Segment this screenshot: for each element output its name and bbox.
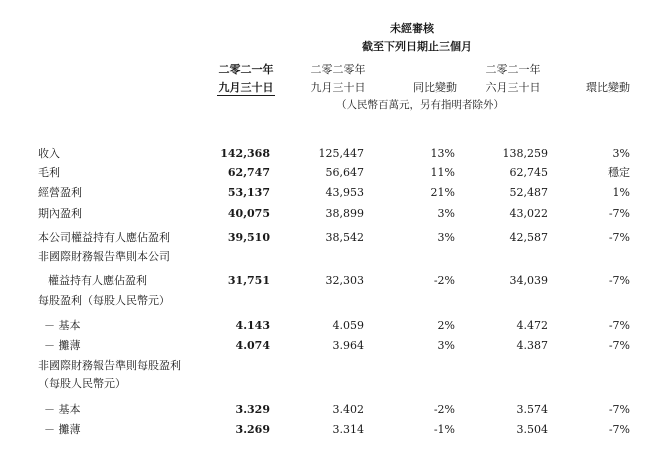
col1-underline [217, 95, 275, 96]
cell-qoq-change: 1% [612, 186, 630, 199]
row-label: （每股人民幣元） [38, 377, 126, 390]
cell-yoy-change: 21% [430, 186, 455, 199]
cell-prior-year-q: 32,303 [325, 274, 364, 287]
cell-current-q: 4.074 [235, 339, 270, 352]
cell-prior-year-q: 56,647 [325, 166, 364, 179]
col1-date: 九月三十日 [218, 81, 274, 94]
cell-yoy-change: 2% [437, 319, 455, 332]
table-row [0, 421, 660, 439]
row-label: － 基本 [44, 319, 81, 332]
cell-prior-year-q: 43,953 [325, 186, 364, 199]
table-row [0, 229, 660, 247]
table-row [0, 292, 660, 310]
cell-qoq-change: -7% [608, 423, 630, 436]
cell-prior-q: 138,259 [502, 147, 548, 160]
cell-yoy-change: 13% [430, 147, 455, 160]
cell-qoq-change: -7% [608, 339, 630, 352]
cell-qoq-change: -7% [608, 319, 630, 332]
cell-prior-q: 4.387 [516, 339, 548, 352]
table-row [0, 357, 660, 375]
cell-prior-q: 4.472 [516, 319, 548, 332]
table-row [0, 317, 660, 335]
table-row [0, 205, 660, 223]
cell-prior-year-q: 4.059 [332, 319, 364, 332]
cell-current-q: 31,751 [227, 274, 270, 287]
cell-prior-q: 52,487 [509, 186, 548, 199]
table-row [0, 401, 660, 419]
cell-current-q: 53,137 [227, 186, 270, 199]
table-row [0, 375, 660, 393]
row-label: 毛利 [38, 166, 60, 179]
cell-yoy-change: 3% [437, 339, 455, 352]
table-row [0, 164, 660, 182]
cell-current-q: 3.329 [235, 403, 270, 416]
table-row [0, 248, 660, 266]
cell-prior-q: 62,745 [509, 166, 548, 179]
cell-prior-q: 42,587 [509, 231, 548, 244]
cell-qoq-change: 穩定 [608, 166, 630, 179]
cell-yoy-change: 11% [430, 166, 455, 179]
row-label: 權益持有人應佔盈利 [48, 274, 147, 287]
cell-current-q: 3.269 [235, 423, 270, 436]
cell-qoq-change: -7% [608, 403, 630, 416]
cell-current-q: 40,075 [227, 207, 270, 220]
cell-prior-year-q: 3.402 [332, 403, 364, 416]
cell-qoq-change: 3% [612, 147, 630, 160]
cell-yoy-change: 3% [437, 207, 455, 220]
cell-current-q: 39,510 [227, 231, 270, 244]
col2-date: 九月三十日 [310, 81, 366, 94]
cell-current-q: 62,747 [227, 166, 270, 179]
cell-yoy-change: -1% [433, 423, 455, 436]
row-label: 非國際財務報告準則每股盈利 [38, 359, 181, 372]
cell-qoq-change: -7% [608, 274, 630, 287]
cell-current-q: 4.143 [235, 319, 270, 332]
col4-date: 六月三十日 [485, 81, 541, 94]
header-period: 截至下列日期止三個月 [362, 40, 472, 53]
cell-prior-year-q: 3.964 [332, 339, 364, 352]
row-label: － 攤薄 [44, 423, 81, 436]
units-note: （人民幣百萬元，另有指明者除外） [336, 99, 504, 111]
table-row [0, 145, 660, 163]
row-label: 期內盈利 [38, 207, 82, 220]
row-label: 收入 [38, 147, 60, 160]
cell-prior-q: 3.504 [516, 423, 548, 436]
col4-year: 二零二一年 [485, 63, 541, 76]
col1-year: 二零二一年 [218, 63, 274, 76]
cell-qoq-change: -7% [608, 231, 630, 244]
row-label: － 基本 [44, 403, 81, 416]
row-label: 每股盈利（每股人民幣元） [38, 294, 170, 307]
row-label: － 攤薄 [44, 339, 81, 352]
cell-prior-year-q: 3.314 [332, 423, 364, 436]
header-unaudited: 未經審核 [390, 22, 434, 35]
row-label: 非國際財務報告準則本公司 [38, 250, 170, 263]
row-label: 經營盈利 [38, 186, 82, 199]
table-row [0, 272, 660, 290]
cell-prior-q: 43,022 [509, 207, 548, 220]
cell-prior-year-q: 38,899 [325, 207, 364, 220]
table-row [0, 337, 660, 355]
cell-qoq-change: -7% [608, 207, 630, 220]
row-label: 本公司權益持有人應佔盈利 [38, 231, 170, 244]
cell-yoy-change: -2% [433, 403, 455, 416]
cell-prior-year-q: 125,447 [318, 147, 364, 160]
col5-label: 環比變動 [586, 81, 630, 94]
cell-yoy-change: 3% [437, 231, 455, 244]
col3-label: 同比變動 [413, 81, 457, 94]
cell-prior-q: 34,039 [509, 274, 548, 287]
cell-prior-year-q: 38,542 [325, 231, 364, 244]
cell-yoy-change: -2% [433, 274, 455, 287]
cell-current-q: 142,368 [220, 147, 270, 160]
table-row [0, 184, 660, 202]
col2-year: 二零二零年 [310, 63, 366, 76]
cell-prior-q: 3.574 [516, 403, 548, 416]
